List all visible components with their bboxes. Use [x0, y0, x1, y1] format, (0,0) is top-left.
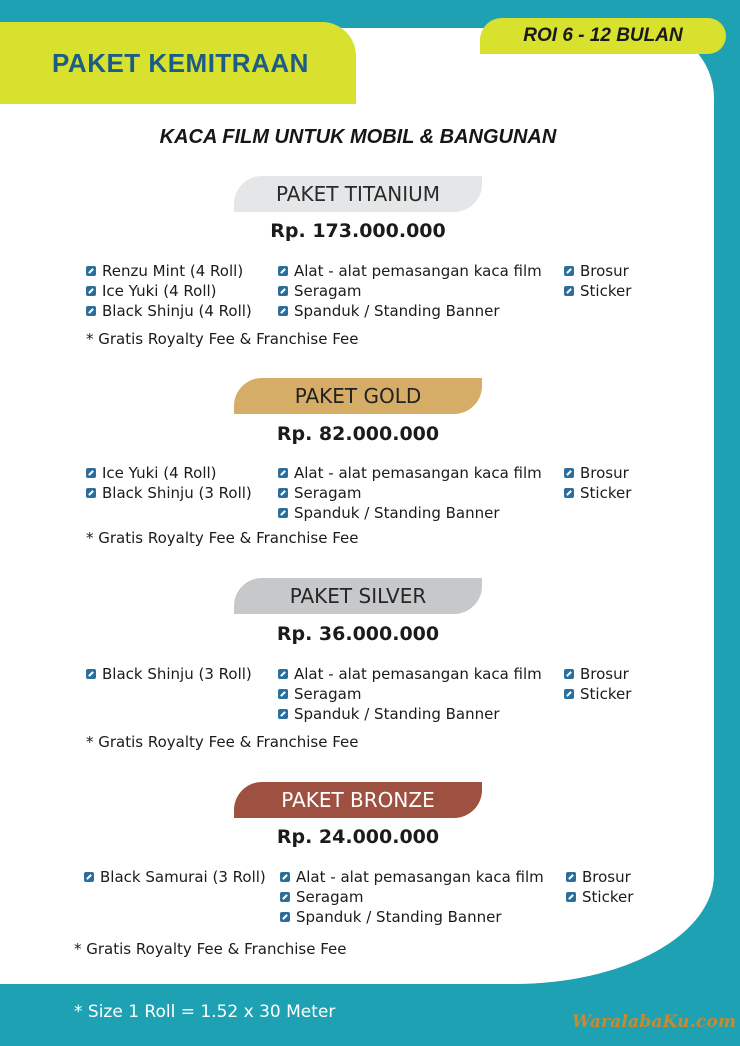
- check-icon: [278, 689, 288, 699]
- list-item: Alat - alat pemasangan kaca film: [278, 463, 542, 483]
- equipment-list-titanium: [278, 261, 542, 321]
- check-icon: [86, 488, 96, 498]
- list-item: Black Shinju (3 Roll): [86, 483, 252, 503]
- page-title: PAKET KEMITRAAN: [52, 47, 309, 78]
- promo-list-silver: [564, 664, 631, 704]
- package-note-titanium: * Gratis Royalty Fee & Franchise Fee: [86, 330, 359, 348]
- film-list-gold: [86, 463, 252, 503]
- package-price-titanium: Rp. 173.000.000: [270, 220, 446, 242]
- roll-size-note: * Size 1 Roll = 1.52 x 30 Meter: [74, 1002, 336, 1022]
- check-icon: [566, 872, 576, 882]
- film-list-bronze: [84, 867, 266, 887]
- check-icon: [280, 872, 290, 882]
- check-icon: [86, 669, 96, 679]
- package-note-silver: * Gratis Royalty Fee & Franchise Fee: [86, 733, 359, 751]
- check-icon: [278, 266, 288, 276]
- check-icon: [278, 306, 288, 316]
- list-item: Sticker: [564, 281, 631, 301]
- check-icon: [86, 266, 96, 276]
- list-item: Seragam: [278, 483, 542, 503]
- equipment-list-silver: [278, 664, 542, 724]
- check-icon: [86, 306, 96, 316]
- check-icon: [84, 872, 94, 882]
- promo-list-titanium: [564, 261, 631, 301]
- list-item: Sticker: [564, 684, 631, 704]
- page-subtitle: KACA FILM UNTUK MOBIL & BANGUNAN: [159, 126, 557, 148]
- list-item: Renzu Mint (4 Roll): [86, 261, 252, 281]
- package-price-bronze: Rp. 24.000.000: [276, 826, 440, 848]
- film-list-titanium: [86, 261, 252, 321]
- list-item: Seragam: [278, 684, 542, 704]
- equipment-list-bronze: [280, 867, 544, 927]
- package-title-bronze: PAKET BRONZE: [234, 782, 482, 818]
- package-price-gold: Rp. 82.000.000: [276, 423, 440, 445]
- package-title-silver: PAKET SILVER: [234, 578, 482, 614]
- list-item: Spanduk / Standing Banner: [278, 704, 542, 724]
- list-item: Alat - alat pemasangan kaca film: [280, 867, 544, 887]
- list-item: Alat - alat pemasangan kaca film: [278, 261, 542, 281]
- package-price-silver: Rp. 36.000.000: [276, 623, 440, 645]
- promo-list-bronze: [566, 867, 633, 907]
- check-icon: [564, 669, 574, 679]
- list-item: Sticker: [564, 483, 631, 503]
- check-icon: [280, 912, 290, 922]
- roi-label: ROI 6 - 12 BULAN: [523, 25, 683, 46]
- check-icon: [564, 286, 574, 296]
- list-item: Seragam: [278, 281, 542, 301]
- check-icon: [278, 669, 288, 679]
- check-icon: [86, 468, 96, 478]
- list-item: Black Shinju (3 Roll): [86, 664, 252, 684]
- list-item: Seragam: [280, 887, 544, 907]
- package-note-gold: * Gratis Royalty Fee & Franchise Fee: [86, 529, 359, 547]
- list-item: Spanduk / Standing Banner: [280, 907, 544, 927]
- promo-list-gold: [564, 463, 631, 503]
- list-item: Spanduk / Standing Banner: [278, 503, 542, 523]
- roi-badge: [480, 18, 726, 54]
- list-item: Ice Yuki (4 Roll): [86, 281, 252, 301]
- film-list-silver: [86, 664, 252, 684]
- check-icon: [564, 266, 574, 276]
- list-item: Brosur: [566, 867, 633, 887]
- list-item: Alat - alat pemasangan kaca film: [278, 664, 542, 684]
- check-icon: [566, 892, 576, 902]
- check-icon: [564, 468, 574, 478]
- list-item: Sticker: [566, 887, 633, 907]
- list-item: Brosur: [564, 463, 631, 483]
- check-icon: [280, 892, 290, 902]
- brand-logo: WaralabaKu.com: [572, 1012, 737, 1032]
- package-title-gold: PAKET GOLD: [234, 378, 482, 414]
- package-title-titanium: PAKET TITANIUM: [234, 176, 482, 212]
- package-note-bronze: * Gratis Royalty Fee & Franchise Fee: [74, 940, 347, 958]
- check-icon: [564, 689, 574, 699]
- list-item: Ice Yuki (4 Roll): [86, 463, 252, 483]
- list-item: Black Samurai (3 Roll): [84, 867, 266, 887]
- check-icon: [278, 508, 288, 518]
- check-icon: [278, 468, 288, 478]
- list-item: Brosur: [564, 261, 631, 281]
- list-item: Black Shinju (4 Roll): [86, 301, 252, 321]
- check-icon: [278, 488, 288, 498]
- check-icon: [278, 286, 288, 296]
- check-icon: [564, 488, 574, 498]
- list-item: Brosur: [564, 664, 631, 684]
- check-icon: [86, 286, 96, 296]
- check-icon: [278, 709, 288, 719]
- equipment-list-gold: [278, 463, 542, 523]
- list-item: Spanduk / Standing Banner: [278, 301, 542, 321]
- header-banner: [0, 22, 356, 104]
